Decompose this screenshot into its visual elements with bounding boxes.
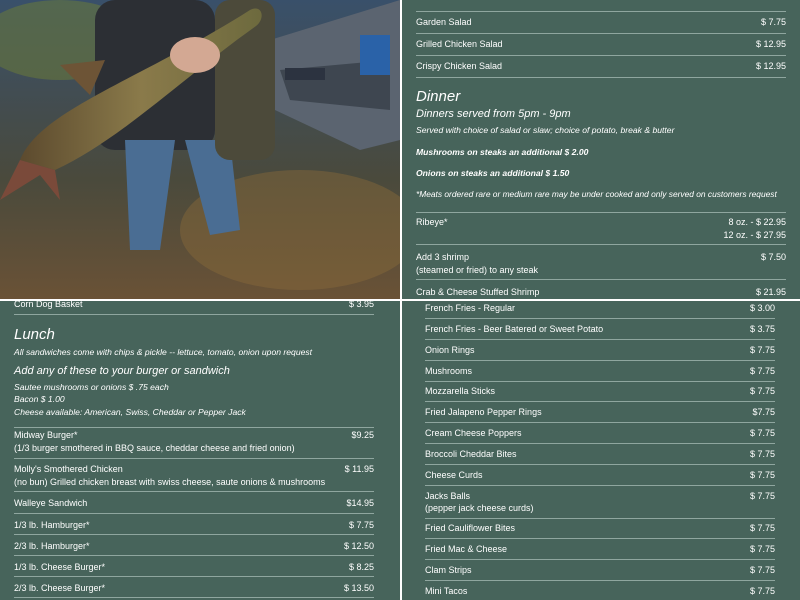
item-price: $14.95 [346,498,374,508]
divider [425,318,775,319]
divider [425,360,775,361]
item-price: $9.25 [351,430,374,440]
item-price: $ 3.00 [749,303,775,313]
dinner-panel [402,0,800,299]
menu-item-ribeye [416,216,786,242]
fishing-photo [0,0,400,299]
item-name: Cream Cheese Poppers [425,428,522,438]
item-price: $ 7.75 [749,544,775,554]
addon-mushrooms: Sautee mushrooms or onions $ .75 each [14,382,169,392]
item-price: $ 7.75 [749,470,775,480]
divider [416,212,786,213]
item-name: French Fries - Regular [425,303,516,313]
divider [425,518,775,519]
item-name: Mini Tacos [425,586,468,596]
item-name: Garden Salad [416,17,472,27]
item-name: Mozzarella Sticks [425,386,496,396]
item-price: $ 11.95 [344,464,374,474]
divider [14,314,374,315]
divider [14,513,374,514]
item-price: $ 7.75 [749,345,775,355]
menu-item-midway [14,429,374,455]
item-price: $ 12.50 [343,541,374,551]
divider [425,538,775,539]
divider [425,559,775,560]
sides-panel [402,301,800,600]
divider [416,55,786,56]
divider [416,11,786,12]
fishing-photo-illustration [0,0,400,299]
item-price: $ 7.75 [749,428,775,438]
item-name: Midway Burger* [14,430,78,440]
divider [425,580,775,581]
item-name: French Fries - Beer Batered or Sweet Potato [425,324,604,334]
item-name: Walleye Sandwich [14,498,88,508]
item-name: Onion Rings [425,345,475,355]
item-price: $ 7.75 [749,366,775,376]
item-name: Add 3 shrimp [416,252,470,262]
item-price: $ 7.75 [749,586,775,596]
divider [425,401,775,402]
item-price: $ 12.95 [755,39,786,49]
item-name: Molly's Smothered Chicken [14,464,123,474]
divider [416,279,786,280]
menu-item-jacks-balls [425,490,775,516]
divider [416,244,786,245]
divider [425,464,775,465]
item-description: (pepper jack cheese curds) [425,503,534,513]
item-name: 1/3 lb. Cheese Burger* [14,562,106,572]
item-price-large: 12 oz. - $ 27.95 [723,230,786,240]
item-price: $7.75 [752,407,775,417]
divider [14,555,374,556]
item-price: $ 7.75 [749,491,775,501]
divider [14,534,374,535]
item-description: (no bun) Grilled chicken breast with swiss cheese, saute onions & mushrooms [14,477,326,487]
item-price: $ 8.25 [348,562,374,572]
divider [14,427,374,428]
lunch-note: All sandwiches come with chips & pickle -- lettuce, tomato, onion upon request [14,347,313,357]
item-price: $ 3.75 [749,324,775,334]
item-name: Crab & Cheese Stuffed Shrimp [416,287,540,297]
menu-item-shrimp [416,251,786,277]
divider [425,485,775,486]
divider [416,77,786,78]
item-name: 2/3 lb. Cheese Burger* [14,583,106,593]
lunch-heading: Lunch [14,326,55,343]
item-price: $ 7.75 [749,565,775,575]
divider [425,422,775,423]
divider [425,339,775,340]
dinner-note: Served with choice of salad or slaw; choice of potato, break & butter [416,125,675,135]
item-price: $ 12.95 [755,61,786,71]
item-price: $ 13.50 [343,583,374,593]
item-name: 1/3 lb. Hamburger* [14,520,90,530]
item-price: $ 7.75 [749,523,775,533]
addons-heading: Add any of these to your burger or sandwich [14,365,230,377]
item-name: Fried Mac & Cheese [425,544,508,554]
item-name: Jacks Balls [425,491,471,501]
item-name: Cheese Curds [425,470,483,480]
item-name: Broccoli Cheddar Bites [425,449,517,459]
item-description: (steamed or fried) to any steak [416,265,539,275]
item-name: Grilled Chicken Salad [416,39,503,49]
item-description: (1/3 burger smothered in BBQ sauce, cheddar cheese and fried onion) [14,443,295,453]
addon-cheese: Cheese available: American, Swiss, Cheddar or Pepper Jack [14,407,246,417]
divider [416,33,786,34]
item-name: Corn Dog Basket [14,301,83,309]
lunch-panel [0,301,400,600]
item-price: $ 7.75 [348,520,374,530]
onion-note: Onions on steaks an additional $ 1.50 [416,168,570,178]
item-name: Mushrooms [425,366,473,376]
item-price: $ 7.75 [760,17,786,27]
item-name: Fried Cauliflower Bites [425,523,516,533]
item-price: $ 3.95 [348,301,374,309]
divider [425,381,775,382]
item-name: Clam Strips [425,565,472,575]
item-price: $ 7.75 [749,386,775,396]
item-price: 8 oz. - $ 22.95 [728,217,786,227]
item-name: Ribeye* [416,217,448,227]
addon-bacon: Bacon $ 1.00 [14,394,65,404]
divider [425,443,775,444]
item-name: 2/3 lb. Hamburger* [14,541,90,551]
meat-warning: *Meats ordered rare or medium rare may be under cooked and only served on customers request [416,189,777,199]
item-price: $ 7.75 [749,449,775,459]
item-name: Crispy Chicken Salad [416,61,503,71]
dinner-heading: Dinner [416,88,461,105]
divider [14,458,374,459]
mushroom-note: Mushrooms on steaks an additional $ 2.00 [416,147,589,157]
divider [14,576,374,577]
item-price: $ 7.50 [760,252,786,262]
item-price: $ 21.95 [755,287,786,297]
menu-item-molly [14,463,374,489]
divider [14,597,374,598]
divider [14,491,374,492]
item-name: Fried Jalapeno Pepper Rings [425,407,542,417]
dinner-hours: Dinners served from 5pm - 9pm [416,108,571,120]
